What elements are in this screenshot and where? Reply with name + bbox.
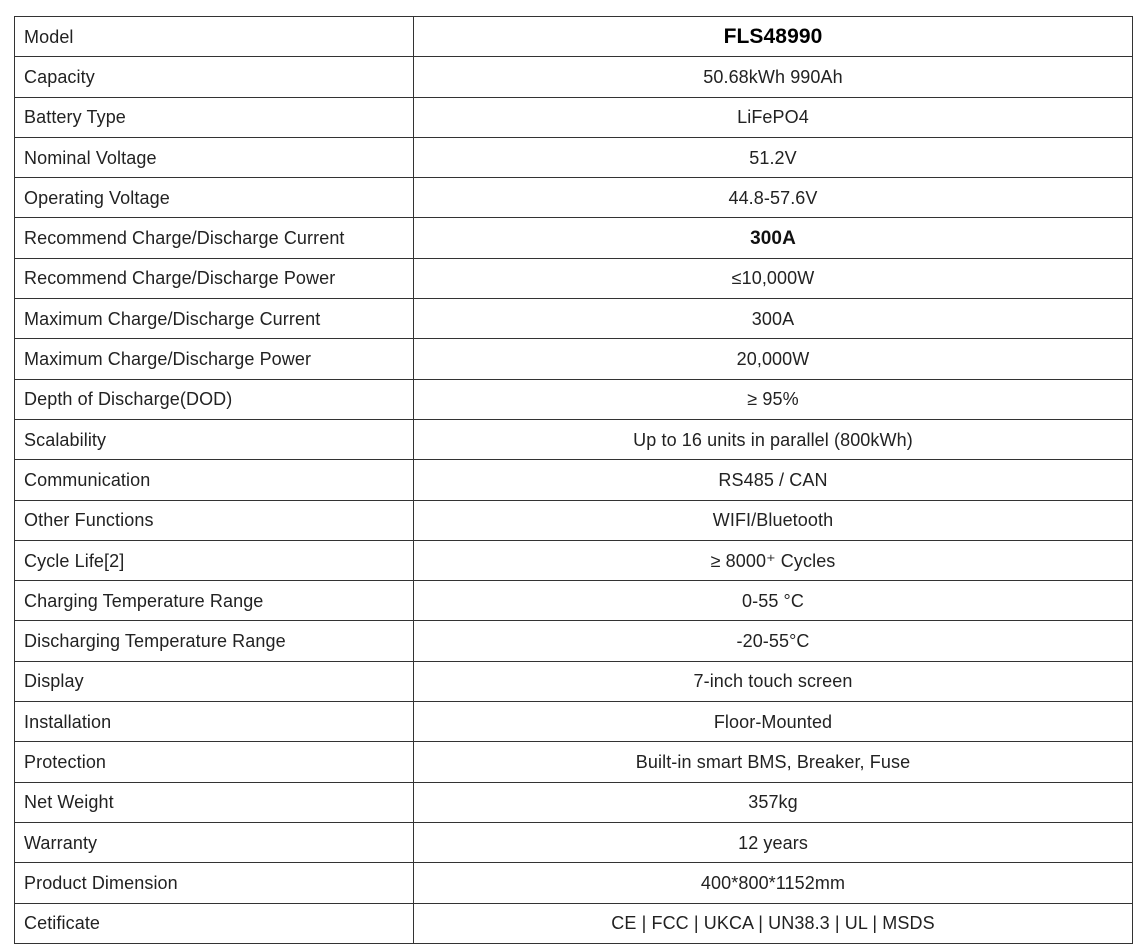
row-value: 7-inch touch screen — [414, 661, 1133, 701]
table-row — [15, 17, 1133, 57]
table-row — [15, 702, 1133, 742]
table-row — [15, 299, 1133, 339]
table-row — [15, 419, 1133, 459]
table-row — [15, 822, 1133, 862]
row-label: Model — [15, 17, 414, 57]
row-value: 12 years — [414, 822, 1133, 862]
table-row — [15, 218, 1133, 258]
table-row — [15, 621, 1133, 661]
row-value: 51.2V — [414, 137, 1133, 177]
table-row — [15, 863, 1133, 903]
table-row — [15, 137, 1133, 177]
table-row — [15, 581, 1133, 621]
row-value: 300A — [414, 299, 1133, 339]
row-value: 50.68kWh 990Ah — [414, 57, 1133, 97]
row-label: Nominal Voltage — [15, 137, 414, 177]
table-row — [15, 379, 1133, 419]
row-value: LiFePO4 — [414, 97, 1133, 137]
row-label: Other Functions — [15, 500, 414, 540]
row-label: Capacity — [15, 57, 414, 97]
table-row — [15, 57, 1133, 97]
row-label: Scalability — [15, 419, 414, 459]
row-label: Product Dimension — [15, 863, 414, 903]
row-value: 300A — [414, 218, 1133, 258]
table-row — [15, 661, 1133, 701]
row-label: Cycle Life[2] — [15, 540, 414, 580]
table-row — [15, 540, 1133, 580]
table-row — [15, 742, 1133, 782]
row-value: RS485 / CAN — [414, 460, 1133, 500]
row-label: Recommend Charge/Discharge Current — [15, 218, 414, 258]
row-value: Floor-Mounted — [414, 702, 1133, 742]
table-row — [15, 339, 1133, 379]
row-label: Recommend Charge/Discharge Power — [15, 258, 414, 298]
row-label: Depth of Discharge(DOD) — [15, 379, 414, 419]
row-label: Maximum Charge/Discharge Current — [15, 299, 414, 339]
table-row — [15, 903, 1133, 943]
table-row — [15, 500, 1133, 540]
spec-table — [14, 16, 1133, 944]
row-label: Warranty — [15, 822, 414, 862]
row-value: ≥ 95% — [414, 379, 1133, 419]
table-row — [15, 178, 1133, 218]
row-value: -20-55°C — [414, 621, 1133, 661]
row-label: Maximum Charge/Discharge Power — [15, 339, 414, 379]
row-label: Discharging Temperature Range — [15, 621, 414, 661]
row-label: Communication — [15, 460, 414, 500]
row-label: Installation — [15, 702, 414, 742]
table-row — [15, 258, 1133, 298]
table-row — [15, 460, 1133, 500]
row-value: ≤10,000W — [414, 258, 1133, 298]
row-value: WIFI/Bluetooth — [414, 500, 1133, 540]
row-label: Operating Voltage — [15, 178, 414, 218]
row-value: CE | FCC | UKCA | UN38.3 | UL | MSDS — [414, 903, 1133, 943]
row-label: Charging Temperature Range — [15, 581, 414, 621]
row-label: Display — [15, 661, 414, 701]
row-label: Protection — [15, 742, 414, 782]
row-value: 20,000W — [414, 339, 1133, 379]
row-value: 44.8-57.6V — [414, 178, 1133, 218]
row-value: FLS48990 — [414, 17, 1133, 57]
row-value: 400*800*1152mm — [414, 863, 1133, 903]
row-label: Net Weight — [15, 782, 414, 822]
row-value: 357kg — [414, 782, 1133, 822]
row-label: Battery Type — [15, 97, 414, 137]
row-value: Up to 16 units in parallel (800kWh) — [414, 419, 1133, 459]
row-value: 0-55 °C — [414, 581, 1133, 621]
row-value: Built-in smart BMS, Breaker, Fuse — [414, 742, 1133, 782]
table-row — [15, 782, 1133, 822]
row-value: ≥ 8000⁺ Cycles — [414, 540, 1133, 580]
table-row — [15, 97, 1133, 137]
row-label: Cetificate — [15, 903, 414, 943]
